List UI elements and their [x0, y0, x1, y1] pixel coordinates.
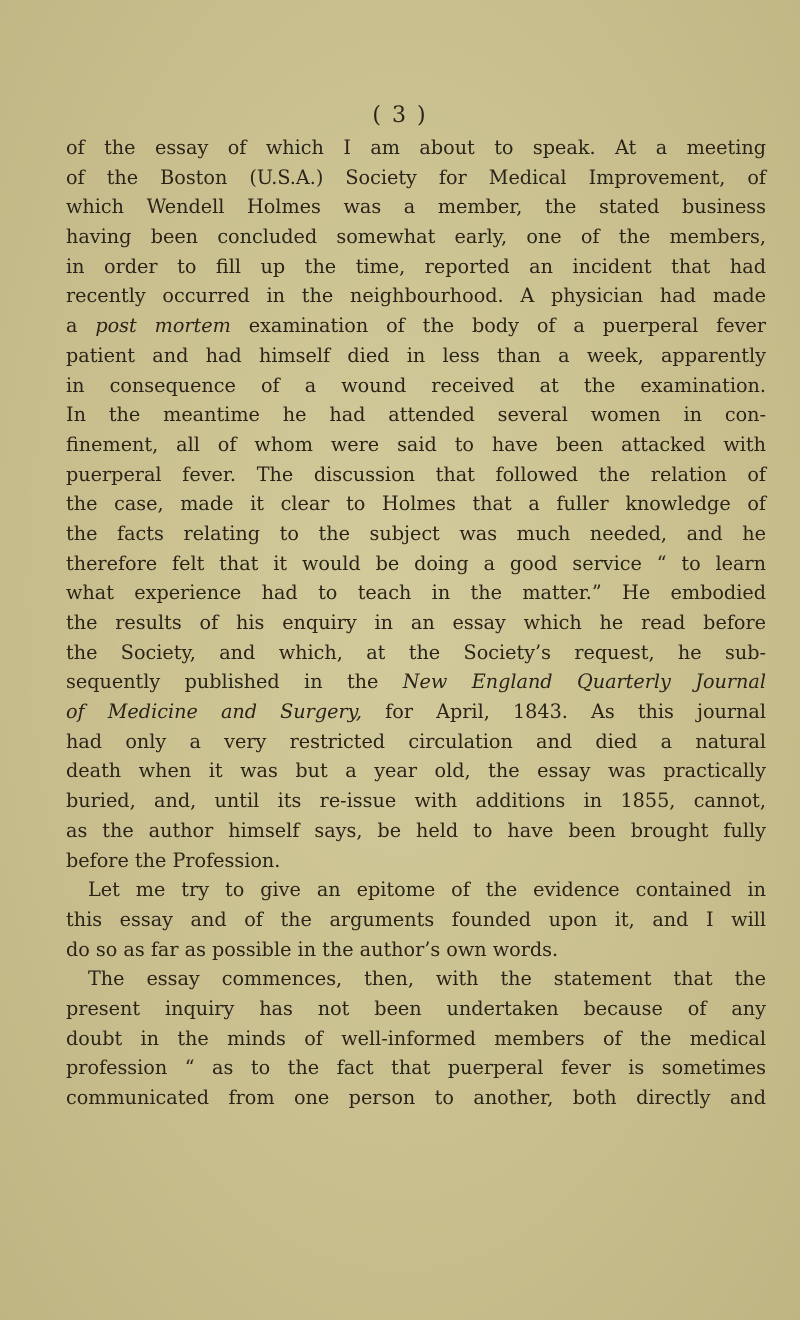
- text-line: [66, 222, 766, 252]
- text-line: [66, 905, 766, 935]
- text-fragment: the Society, and which, at the Society’s request, he sub-: [66, 640, 766, 664]
- body-text: [66, 133, 766, 1113]
- italic-text: post mortem: [95, 314, 231, 338]
- text-line: [66, 638, 766, 668]
- text-fragment: communicated from one person to another, both directly and: [66, 1086, 766, 1109]
- text-fragment: sequently published in the: [66, 670, 403, 694]
- text-fragment: as the author himself says, be held to have been brought fully: [66, 818, 766, 842]
- text-fragment: the facts relating to the subject was much needed, and he: [66, 521, 766, 545]
- text-line: [66, 727, 766, 757]
- text-fragment: this essay and of the arguments founded upon it, and I will: [66, 907, 766, 931]
- italic-text: New England Quarterly Journal: [402, 670, 766, 694]
- text-line: [66, 816, 766, 846]
- text-fragment: in consequence of a wound received at the examination.: [66, 373, 766, 397]
- text-line: [66, 994, 766, 1024]
- text-fragment: which Wendell Holmes was a member, the stated business: [66, 195, 766, 219]
- page-number: ( 3 ): [372, 103, 428, 128]
- text-line: [66, 697, 766, 727]
- text-fragment: therefore felt that it would be doing a good service “ to learn: [66, 551, 766, 575]
- text-line: [66, 311, 766, 341]
- text-line: [66, 1024, 766, 1054]
- text-fragment: of the essay of which I am about to speak. At a meeting: [66, 136, 766, 159]
- text-fragment: before the Profession.: [66, 848, 281, 872]
- text-line: [66, 489, 766, 519]
- text-fragment: puerperal fever. The discussion that followed the relation of: [66, 462, 766, 486]
- text-line: [66, 519, 766, 549]
- text-fragment: the case, made it clear to Holmes that a fuller knowledge of: [66, 492, 766, 516]
- text-line: [66, 756, 766, 786]
- text-fragment: profession “ as to the fact that puerperal fever is sometimes: [66, 1056, 766, 1080]
- text-line: [66, 430, 766, 460]
- text-line: [66, 133, 766, 163]
- text-fragment: Let me try to give an epitome of the evidence contained in: [88, 878, 766, 902]
- text-fragment: present inquiry has not been undertaken because of any: [66, 996, 766, 1020]
- text-fragment: patient and had himself died in less than a week, apparently: [66, 343, 766, 367]
- text-fragment: for April, 1843. As this journal: [362, 700, 766, 724]
- text-fragment: recently occurred in the neighbourhood. A physician had made: [66, 284, 766, 308]
- text-line: [66, 786, 766, 816]
- text-line: [66, 341, 766, 371]
- text-fragment: examination of the body of a puerperal fever: [230, 314, 766, 338]
- text-line: [66, 1083, 766, 1113]
- text-line: [66, 371, 766, 401]
- text-fragment: having been concluded somewhat early, one of the members,: [66, 225, 766, 249]
- text-fragment: finement, all of whom were said to have been attacked with: [66, 432, 766, 456]
- text-line: [66, 875, 766, 905]
- text-line: [66, 667, 766, 697]
- text-fragment: In the meantime he had attended several women in con-: [66, 403, 766, 427]
- text-fragment: in order to fill up the time, reported an incident that had: [66, 254, 766, 278]
- text-line: [66, 163, 766, 193]
- text-fragment: the results of his enquiry in an essay which he read before: [66, 611, 766, 634]
- text-line: [66, 400, 766, 430]
- text-line: [66, 608, 766, 638]
- text-line: [66, 192, 766, 222]
- text-fragment: do so as far as possible in the author’s own words.: [66, 937, 559, 961]
- text-fragment: had only a very restricted circulation and died a natural: [66, 729, 766, 753]
- text-line: [66, 252, 766, 282]
- text-line: [66, 846, 766, 876]
- text-line: [66, 281, 766, 311]
- italic-text: of Medicine and Surgery,: [66, 700, 363, 724]
- text-fragment: doubt in the minds of well-informed members of the medical: [66, 1026, 766, 1050]
- text-line: [66, 935, 766, 965]
- text-fragment: death when it was but a year old, the essay was practically: [66, 759, 766, 783]
- text-fragment: a: [66, 314, 96, 338]
- text-line: [66, 549, 766, 579]
- text-line: [66, 1053, 766, 1083]
- text-line: [66, 578, 766, 608]
- text-fragment: what experience had to teach in the matter.” He embodied: [66, 581, 766, 605]
- text-fragment: buried, and, until its re-issue with additions in 1855, cannot,: [66, 789, 766, 813]
- text-fragment: of the Boston (U.S.A.) Society for Medical Improvement, of: [66, 165, 766, 189]
- text-line: [66, 964, 766, 994]
- text-line: [66, 460, 766, 490]
- text-fragment: The essay commences, then, with the statement that the: [88, 967, 766, 991]
